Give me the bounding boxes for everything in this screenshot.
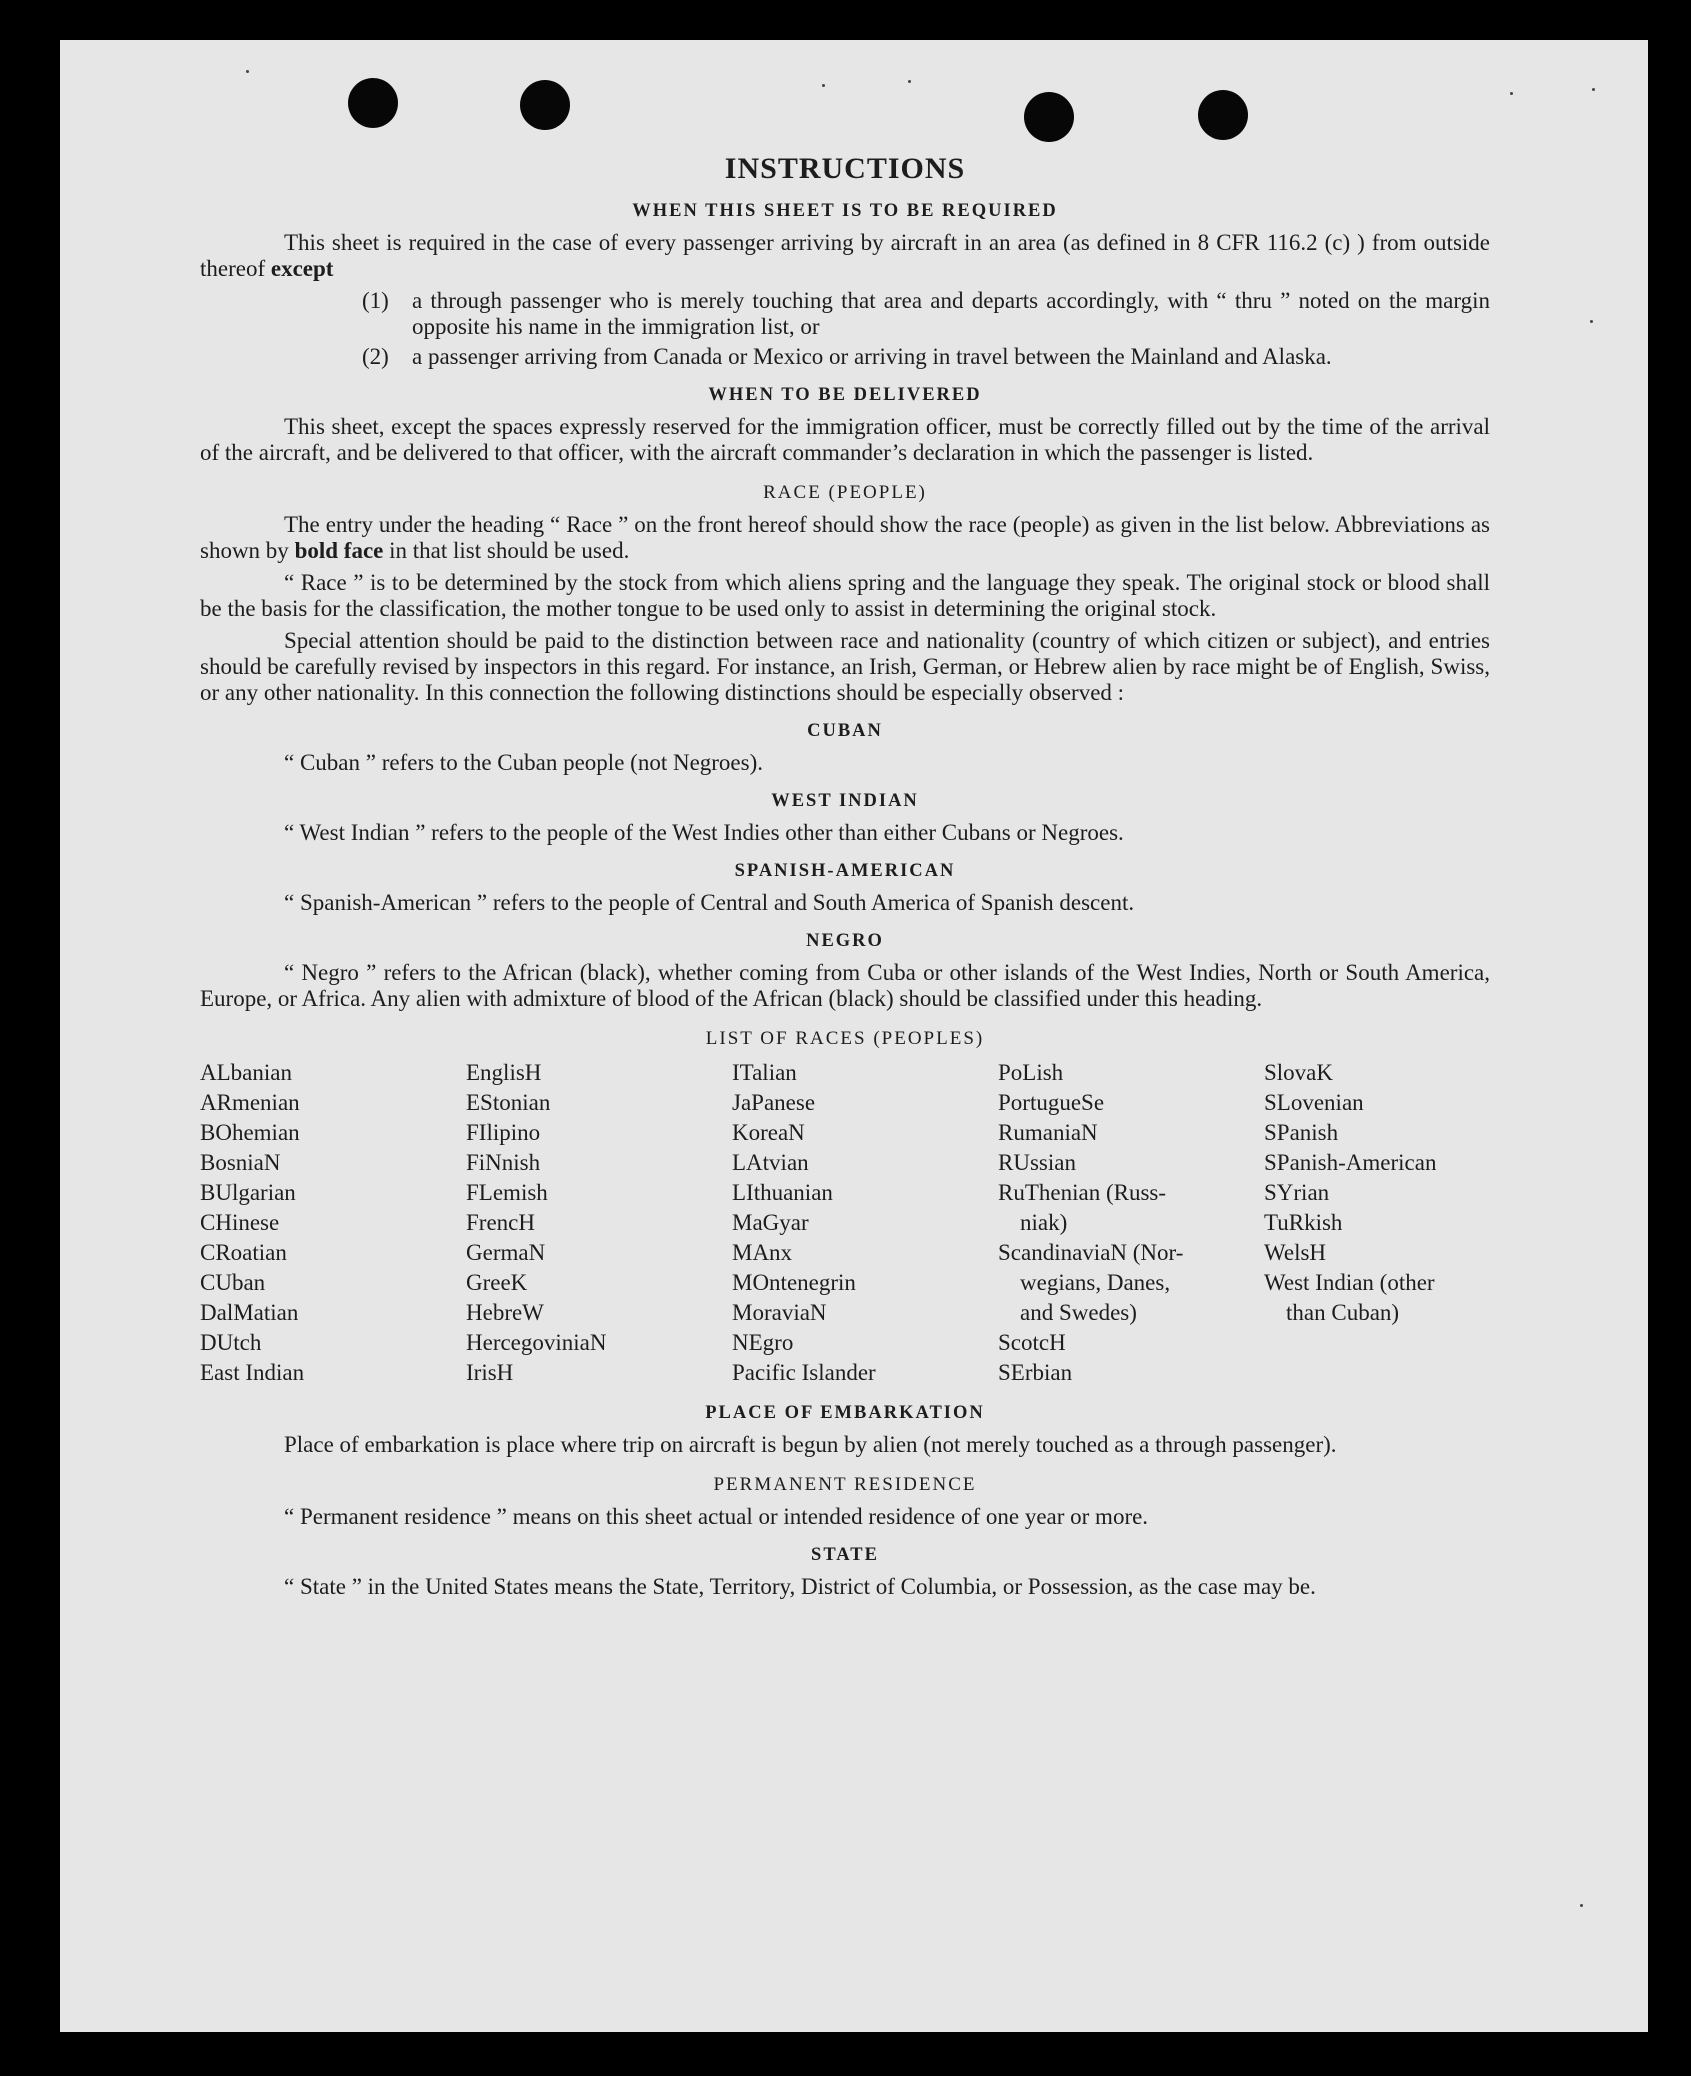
race-entry: SLovenian (1264, 1090, 1364, 1115)
race-entry: West Indian (other (1264, 1270, 1435, 1295)
race-entry: RumaniaN (998, 1120, 1098, 1145)
race-entry: DUtch (200, 1330, 262, 1355)
cuban-paragraph: “ Cuban ” refers to the Cuban people (not Negroes). (284, 750, 764, 775)
section-heading-west-indian: WEST INDIAN (771, 791, 919, 811)
race-column (732, 1058, 998, 1388)
section-heading-spanish-american: SPANISH-AMERICAN (734, 861, 956, 881)
race-entry: BOhemian (200, 1120, 300, 1145)
race-paragraph-3: Special attention should be paid to the distinction between race and nationality (country of which citizen or subject), and entries should be carefully revised by inspectors in this regard. For instance, an Irish, German, or Hebrew alien by race might be of English, Swiss, or any other nationality. In this connection the following distinctions should be especially observed : (200, 628, 1490, 705)
punch-hole (1024, 92, 1074, 142)
scan-speck (1590, 320, 1593, 323)
race-entry: FrencH (466, 1210, 535, 1235)
section-heading-state: STATE (811, 1545, 879, 1565)
scan-speck (1592, 88, 1595, 91)
state-paragraph: “ State ” in the United States means the State, Territory, District of Columbia, or Possession, as the case may be. (284, 1574, 1316, 1599)
race-entry: MoraviaN (732, 1300, 827, 1325)
punch-hole (520, 80, 570, 130)
race-entry: NEgro (732, 1330, 794, 1355)
item-text: a passenger arriving from Canada or Mexico or arriving in travel between the Mainland and Alaska. (412, 344, 1332, 369)
race-entry: CRoatian (200, 1240, 287, 1265)
race-entry: SPanish-American (1264, 1150, 1437, 1175)
race-entry: CUban (200, 1270, 266, 1295)
residence-paragraph: “ Permanent residence ” means on this sheet actual or intended residence of one year or more. (284, 1504, 1149, 1529)
race-text: in that list should be used. (383, 538, 630, 563)
race-entry: FIlipino (466, 1120, 541, 1145)
race-entry: LIthuanian (732, 1180, 833, 1205)
race-entry: IrisH (466, 1360, 514, 1385)
punch-hole (348, 78, 398, 128)
race-entry: MAnx (732, 1240, 793, 1265)
race-entry: EnglisH (466, 1060, 542, 1085)
race-entry: DalMatian (200, 1300, 299, 1325)
item-number: (1) (362, 288, 389, 313)
section-heading-delivered: WHEN TO BE DELIVERED (708, 385, 982, 405)
race-entry: wegians, Danes, (1020, 1270, 1171, 1295)
race-entry: FiNnish (466, 1150, 541, 1175)
spanish-american-paragraph: “ Spanish-American ” refers to the people of Central and South America of Spanish descent. (284, 890, 1135, 915)
race-text: The entry under the heading “ Race ” on the front hereof should show the race (people) as given in the list below. Abbreviations as shown by (200, 512, 1490, 563)
race-entry: Pacific Islander (732, 1360, 876, 1385)
race-entry: and Swedes) (1020, 1300, 1137, 1325)
race-entry: JaPanese (732, 1090, 816, 1115)
race-entry: HercegoviniaN (466, 1330, 607, 1355)
race-list-table (200, 1058, 1490, 1388)
race-entry: than Cuban) (1286, 1300, 1400, 1325)
section-heading-residence: PERMANENT RESIDENCE (713, 1474, 977, 1495)
race-entry: TuRkish (1264, 1210, 1343, 1235)
instructions-content (200, 152, 1490, 1606)
west-indian-paragraph: “ West Indian ” refers to the people of the West Indies other than either Cubans or Negroes. (284, 820, 1124, 845)
race-entry: niak) (1020, 1210, 1068, 1235)
required-text: This sheet is required in the case of every passenger arriving by aircraft in an area (as defined in 8 CFR 116.2 (c) ) from outside thereof (200, 230, 1490, 281)
item-number: (2) (362, 344, 389, 369)
scan-speck (1580, 1904, 1583, 1907)
race-entry: BosniaN (200, 1150, 281, 1175)
race-entry: RUssian (998, 1150, 1076, 1175)
race-entry: EStonian (466, 1090, 551, 1115)
negro-paragraph: “ Negro ” refers to the African (black), whether coming from Cuba or other islands of the West Indies, North or South America, Europe, or Africa. Any alien with admixture of blood of the African (black) should be classified under this heading. (200, 960, 1490, 1011)
race-entry: HebreW (466, 1300, 544, 1325)
race-paragraph-1 (200, 512, 1490, 564)
race-entry: SlovaK (1264, 1060, 1333, 1085)
race-entry: ARmenian (200, 1090, 300, 1115)
race-entry: RuThenian (Russ- (998, 1180, 1167, 1205)
race-entry: East Indian (200, 1360, 305, 1385)
delivered-paragraph: This sheet, except the spaces expressly reserved for the immigration officer, must be correctly filled out by the time of the arrival of the aircraft, and be delivered to that officer, with the aircraft commander’s declaration in which the passenger is listed. (200, 414, 1490, 465)
race-entry: LAtvian (732, 1150, 809, 1175)
scan-speck (246, 70, 249, 73)
race-entry: ALbanian (200, 1060, 292, 1085)
required-paragraph (200, 230, 1490, 282)
race-column (998, 1058, 1264, 1388)
section-heading-race: RACE (PEOPLE) (763, 482, 927, 503)
section-heading-cuban: CUBAN (807, 721, 883, 741)
section-heading-required: WHEN THIS SHEET IS TO BE REQUIRED (632, 201, 1058, 221)
race-entry: PortugueSe (998, 1090, 1105, 1115)
scan-speck (1510, 92, 1513, 95)
bold-face-emphasis: bold face (294, 538, 384, 563)
race-entry: ITalian (732, 1060, 797, 1085)
race-entry: SPanish (1264, 1120, 1339, 1145)
exception-item-1 (362, 288, 1490, 340)
race-paragraph-2: “ Race ” is to be determined by the stock from which aliens spring and the language they speak. The original stock or blood shall be the basis for the classification, the mother tongue to be used only to assist in determining the original stock. (200, 570, 1490, 621)
race-entry: KoreaN (732, 1120, 805, 1145)
embarkation-paragraph: Place of embarkation is place where trip on aircraft is begun by alien (not merely touched as a through passenger). (284, 1432, 1337, 1457)
race-entry: GermaN (466, 1240, 546, 1265)
race-entry: ScandinaviaN (Nor- (998, 1240, 1184, 1265)
race-column (466, 1058, 732, 1388)
race-entry: SErbian (998, 1360, 1073, 1385)
race-entry: GreeK (466, 1270, 528, 1295)
except-emphasis: except (270, 256, 334, 281)
race-column (200, 1058, 466, 1388)
race-entry: MOntenegrin (732, 1270, 856, 1295)
section-heading-negro: NEGRO (806, 931, 884, 951)
section-heading-list-of-races: LIST OF RACES (PEOPLES) (705, 1028, 985, 1049)
page-title: INSTRUCTIONS (724, 152, 966, 185)
punch-hole (1198, 90, 1248, 140)
scan-speck (822, 84, 825, 87)
section-heading-embarkation: PLACE OF EMBARKATION (705, 1403, 985, 1423)
race-entry: CHinese (200, 1210, 280, 1235)
scan-speck (908, 80, 911, 83)
race-entry: SYrian (1264, 1180, 1330, 1205)
race-entry: FLemish (466, 1180, 548, 1205)
race-entry: PoLish (998, 1060, 1064, 1085)
race-entry: MaGyar (732, 1210, 809, 1235)
exception-item-2 (362, 344, 1490, 370)
race-entry: BUlgarian (200, 1180, 296, 1205)
item-text: a through passenger who is merely touching that area and departs accordingly, with “ thru ” noted on the margin opposite his name in the immigration list, or (412, 288, 1490, 339)
race-entry: ScotcH (998, 1330, 1066, 1355)
race-column (1264, 1058, 1490, 1388)
race-entry: WelsH (1264, 1240, 1327, 1265)
